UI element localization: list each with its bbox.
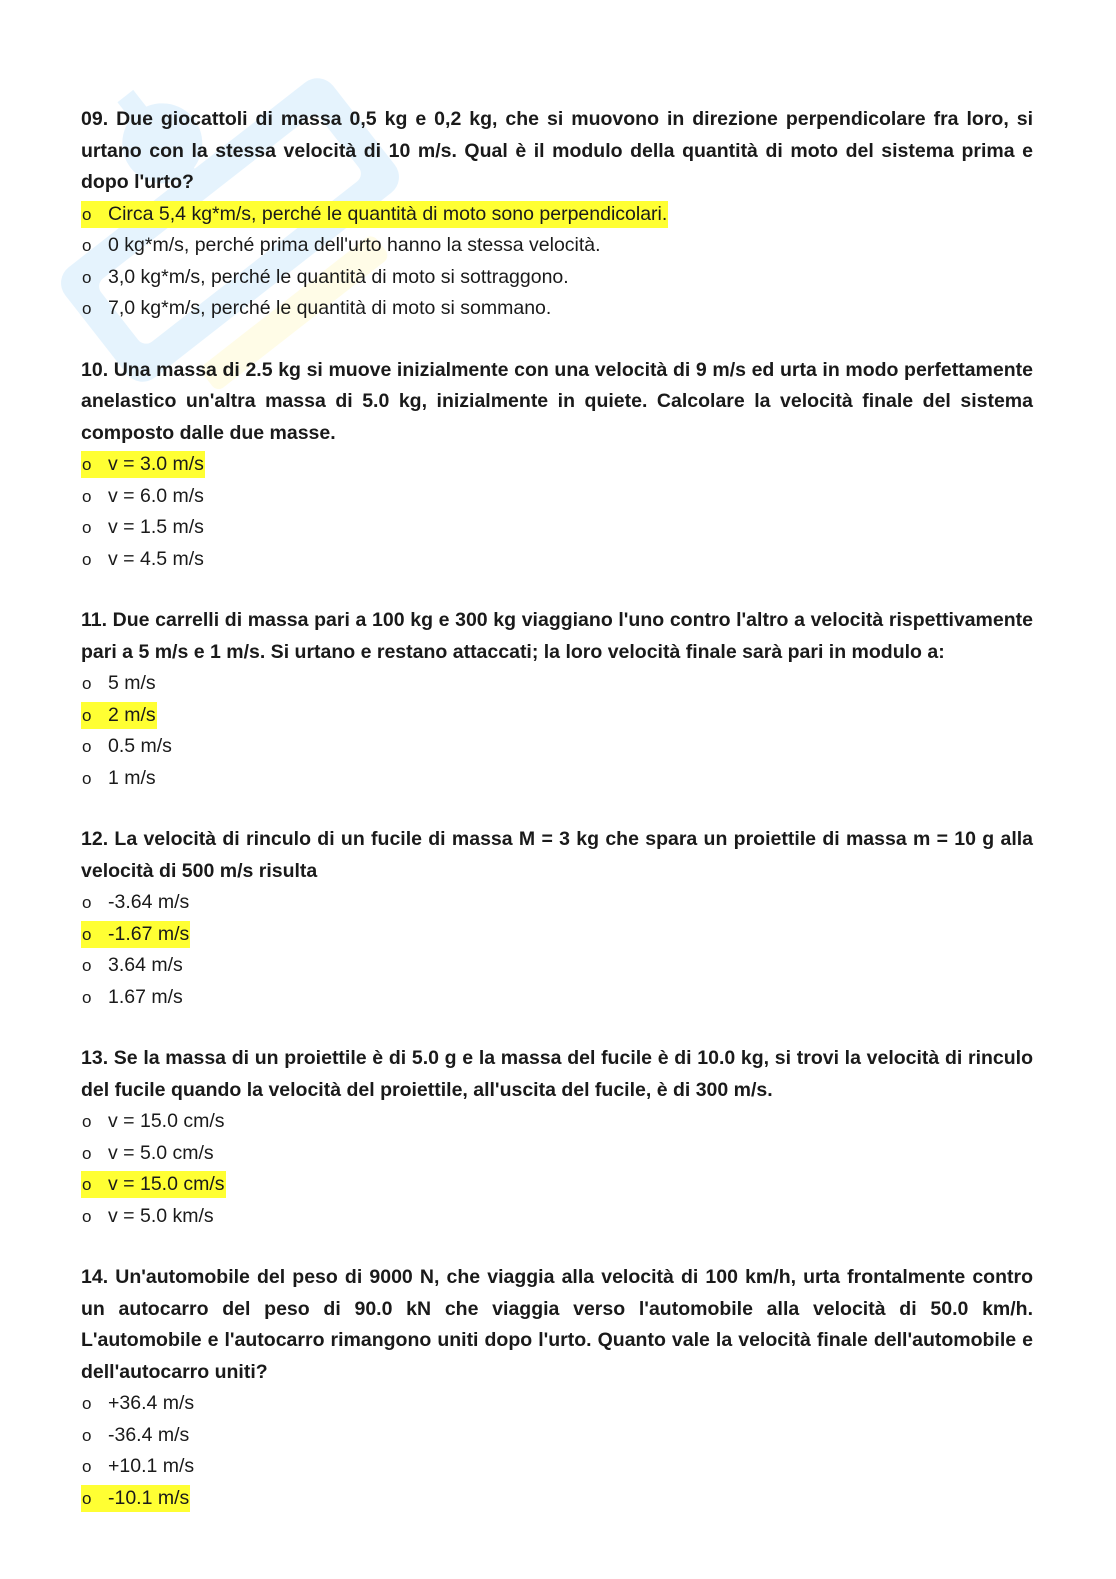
- option-label: 2 m/s: [108, 703, 156, 726]
- answer-option: [81, 1201, 1033, 1233]
- option-label: v = 1.5 m/s: [108, 516, 204, 538]
- answer-option: [81, 1388, 1033, 1420]
- circle-bullet-icon: o: [82, 768, 92, 788]
- circle-bullet-icon: o: [82, 486, 92, 506]
- circle-bullet-icon: o: [82, 204, 92, 224]
- circle-bullet-icon: o: [82, 737, 92, 756]
- option-label: 0 kg*m/s, perché prima dell'urto hanno la stessa velocità.: [108, 234, 601, 256]
- circle-bullet-icon: o: [82, 299, 92, 318]
- option-label: v = 3.0 m/s: [108, 453, 204, 475]
- option-highlight: [81, 889, 190, 916]
- option-label: -3.64 m/s: [108, 891, 190, 913]
- answer-option-correct: [81, 449, 1033, 481]
- answer-option-correct: [81, 199, 1033, 231]
- answer-options: [81, 1388, 1033, 1514]
- option-highlight: [81, 546, 205, 573]
- option-label: 3.64 m/s: [108, 954, 183, 976]
- option-highlight: [81, 1453, 195, 1480]
- answer-option: [81, 731, 1033, 763]
- option-highlight: [81, 295, 552, 322]
- quiz-content: [81, 104, 1033, 1544]
- option-label: 5 m/s: [108, 672, 156, 694]
- answer-option: [81, 262, 1033, 294]
- circle-bullet-icon: o: [82, 1112, 92, 1131]
- question-block: [81, 104, 1033, 325]
- question-text: 14. Un'automobile del peso di 9000 N, che viaggia alla velocità di 100 km/h, urta frontalmente contro un autocarro del peso di 90.0 kN che viaggia verso l'automobile alla velocità di 50.0 km/h. L'automobile e l'autocarro rimangono uniti dopo l'urto. Quanto vale la velocità finale dell'automobile e dell'autocarro uniti?: [81, 1266, 1033, 1383]
- answer-option: [81, 668, 1033, 700]
- option-label: 3,0 kg*m/s, perché le quantità di moto si sottraggono.: [108, 265, 569, 288]
- option-highlight: [81, 702, 157, 729]
- option-highlight: [81, 201, 668, 228]
- answer-options: [81, 449, 1033, 575]
- option-highlight: [81, 451, 205, 478]
- question-text: 12. La velocità di rinculo di un fucile di massa M = 3 kg che spara un proiettile di massa m = 10 g alla velocità di 500 m/s risulta: [81, 828, 1033, 882]
- circle-bullet-icon: o: [82, 1206, 92, 1226]
- option-label: v = 6.0 m/s: [108, 484, 204, 507]
- option-highlight: [81, 1171, 226, 1198]
- option-label: 0.5 m/s: [108, 735, 172, 757]
- option-highlight: [81, 1203, 215, 1230]
- circle-bullet-icon: o: [82, 1175, 92, 1194]
- option-label: -36.4 m/s: [108, 1423, 190, 1446]
- circle-bullet-icon: o: [82, 924, 92, 944]
- circle-bullet-icon: o: [82, 236, 92, 255]
- circle-bullet-icon: o: [82, 1488, 92, 1508]
- answer-option: [81, 481, 1033, 513]
- circle-bullet-icon: o: [82, 455, 92, 474]
- answer-options: [81, 199, 1033, 325]
- option-highlight: [81, 1422, 190, 1449]
- option-highlight: [81, 670, 157, 697]
- answer-option-correct: [81, 1483, 1033, 1515]
- answer-option: [81, 1451, 1033, 1483]
- option-label: +10.1 m/s: [108, 1455, 195, 1477]
- option-highlight: [81, 765, 157, 792]
- option-label: 1 m/s: [108, 766, 156, 789]
- answer-options: [81, 668, 1033, 794]
- option-highlight: [81, 232, 602, 259]
- answer-option: [81, 544, 1033, 576]
- question-text: 11. Due carrelli di massa pari a 100 kg e 300 kg viaggiano l'uno contro l'altro a velocità rispettivamente pari a 5 m/s e 1 m/s. Si urtano e restano attaccati; la loro velocità finale sarà pari in modulo a:: [81, 609, 1033, 663]
- option-highlight: [81, 1108, 226, 1135]
- option-label: v = 5.0 cm/s: [108, 1141, 214, 1164]
- option-highlight: [81, 1485, 190, 1512]
- option-highlight: [81, 514, 205, 541]
- answer-option: [81, 512, 1033, 544]
- option-label: -1.67 m/s: [108, 922, 190, 945]
- option-label: v = 15.0 cm/s: [108, 1110, 225, 1132]
- circle-bullet-icon: o: [82, 1394, 92, 1413]
- answer-option: [81, 293, 1033, 325]
- option-highlight: [81, 921, 190, 948]
- option-label: Circa 5,4 kg*m/s, perché le quantità di moto sono perpendicolari.: [108, 202, 668, 225]
- answer-option-correct: [81, 700, 1033, 732]
- circle-bullet-icon: o: [82, 705, 92, 725]
- answer-option: [81, 230, 1033, 262]
- option-label: v = 5.0 km/s: [108, 1204, 214, 1227]
- option-label: v = 4.5 m/s: [108, 547, 204, 570]
- circle-bullet-icon: o: [82, 1425, 92, 1445]
- answer-options: [81, 887, 1033, 1013]
- answer-option-correct: [81, 1169, 1033, 1201]
- answer-option-correct: [81, 919, 1033, 951]
- circle-bullet-icon: o: [82, 518, 92, 537]
- option-highlight: [81, 483, 205, 510]
- question-block: [81, 824, 1033, 1013]
- answer-option: [81, 763, 1033, 795]
- question-text: 10. Una massa di 2.5 kg si muove inizialmente con una velocità di 9 m/s ed urta in modo perfettamente anelastico un'altra massa di 5.0 kg, inizialmente in quiete. Calcolare la velocità finale del sistema composto dalle due masse.: [81, 358, 1033, 444]
- question-block: [81, 1262, 1033, 1514]
- answer-option: [81, 1106, 1033, 1138]
- question-block: [81, 355, 1033, 576]
- circle-bullet-icon: o: [82, 549, 92, 569]
- option-highlight: [81, 984, 184, 1011]
- question-text: 13. Se la massa di un proiettile è di 5.0 g e la massa del fucile è di 10.0 kg, si trovi la velocità di rinculo del fucile quando la velocità del proiettile, all'uscita del fucile, è di 300 m/s.: [81, 1047, 1033, 1101]
- answer-options: [81, 1106, 1033, 1232]
- circle-bullet-icon: o: [82, 956, 92, 975]
- circle-bullet-icon: o: [82, 893, 92, 912]
- option-label: 7,0 kg*m/s, perché le quantità di moto si sommano.: [108, 297, 552, 319]
- question-text: 09. Due giocattoli di massa 0,5 kg e 0,2 kg, che si muovono in direzione perpendicolare fra loro, si urtano con la stessa velocità di 10 m/s. Qual è il modulo della quantità di moto del sistema prima e dopo l'urto?: [81, 108, 1033, 193]
- answer-option: [81, 950, 1033, 982]
- circle-bullet-icon: o: [82, 267, 92, 287]
- answer-option: [81, 1420, 1033, 1452]
- option-label: +36.4 m/s: [108, 1392, 195, 1414]
- circle-bullet-icon: o: [82, 1457, 92, 1476]
- question-block: [81, 605, 1033, 794]
- circle-bullet-icon: o: [82, 1143, 92, 1163]
- option-highlight: [81, 952, 184, 979]
- option-highlight: [81, 1140, 215, 1167]
- circle-bullet-icon: o: [82, 987, 92, 1007]
- answer-option: [81, 1138, 1033, 1170]
- answer-option: [81, 887, 1033, 919]
- option-label: -10.1 m/s: [108, 1486, 190, 1509]
- option-highlight: [81, 733, 173, 760]
- option-highlight: [81, 264, 570, 291]
- option-label: v = 15.0 cm/s: [108, 1173, 225, 1195]
- option-label: 1.67 m/s: [108, 985, 183, 1008]
- option-highlight: [81, 1390, 195, 1417]
- circle-bullet-icon: o: [82, 674, 92, 693]
- question-block: [81, 1043, 1033, 1232]
- answer-option: [81, 982, 1033, 1014]
